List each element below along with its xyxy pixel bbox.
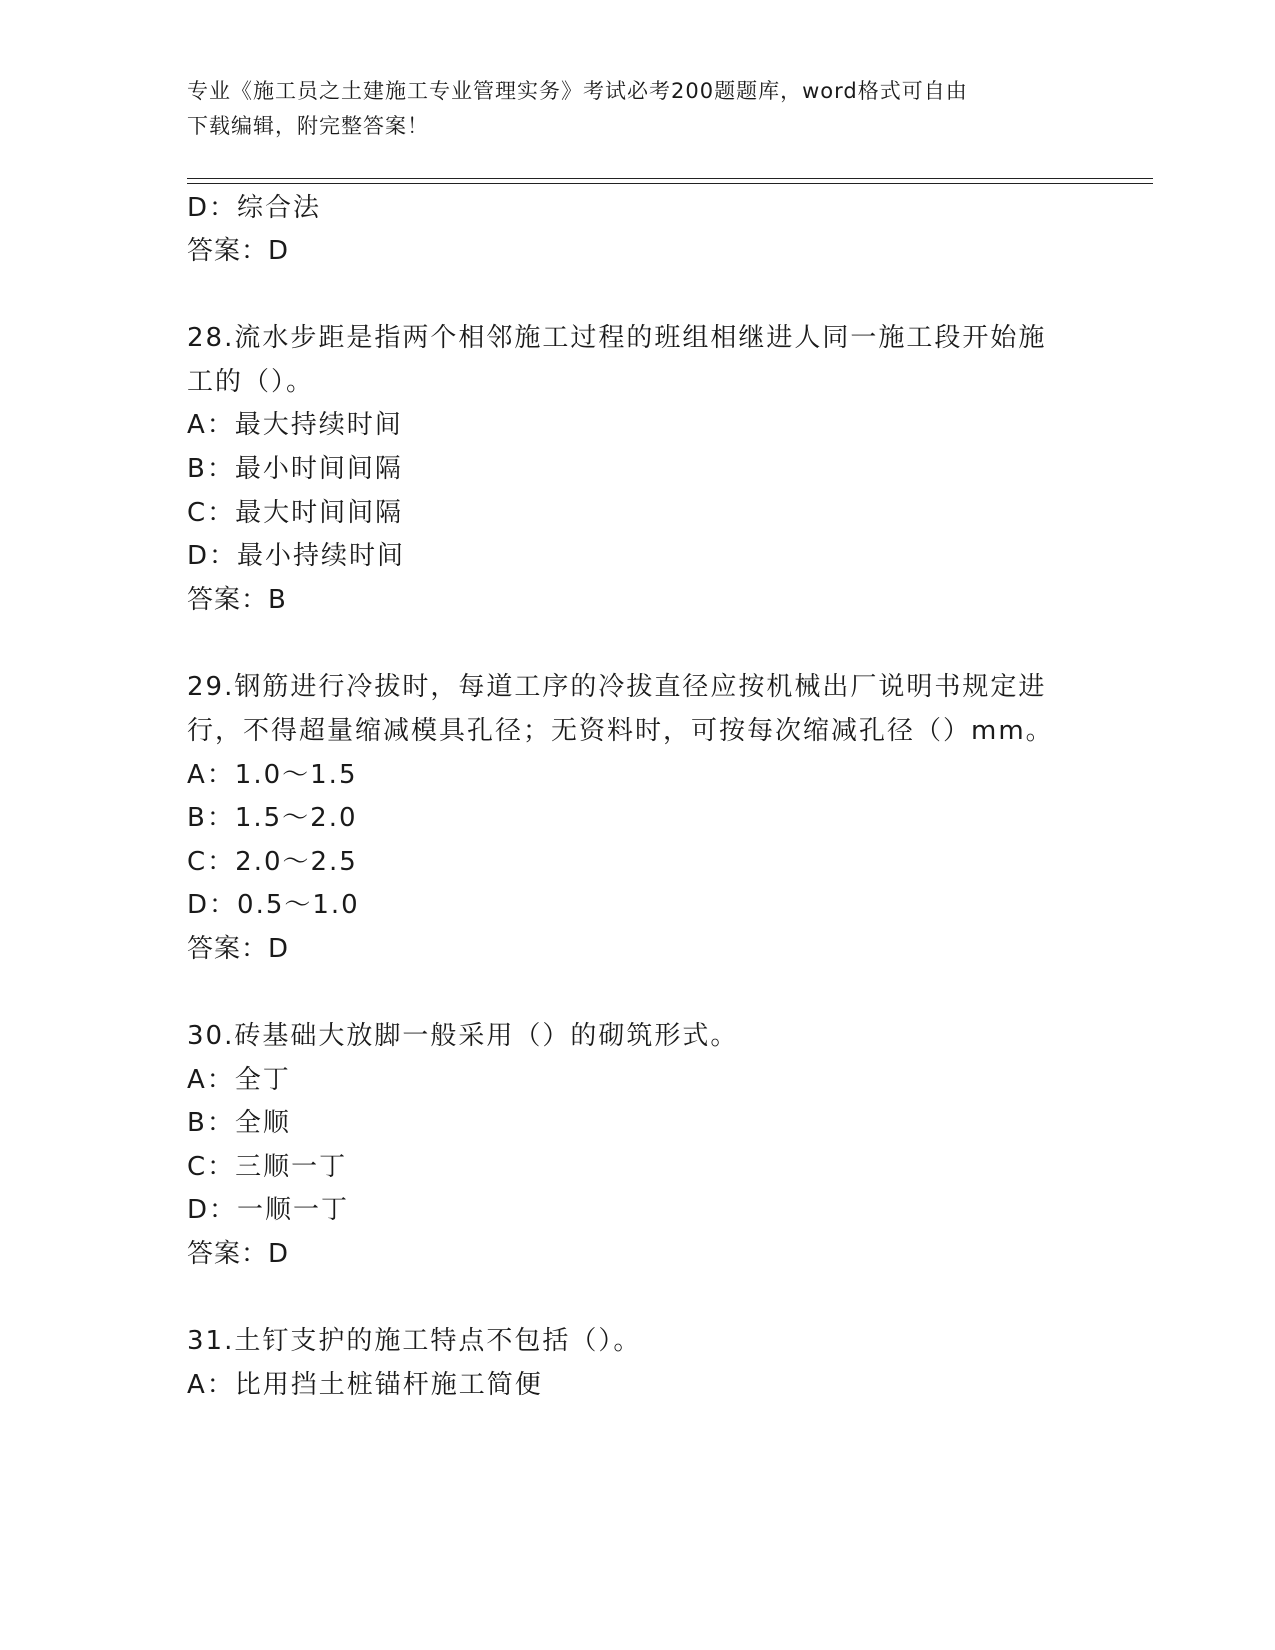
q30-answer: 答案：D	[187, 1239, 290, 1269]
prev-answer: 答案：D	[187, 236, 290, 266]
q28-option-d: D：最小持续时间	[187, 541, 406, 571]
q28-stem-line-2: 工的（）。	[187, 367, 315, 397]
q30-option-d: D：一顺一丁	[187, 1195, 350, 1225]
q31-stem-line-1: 31.土钉支护的施工特点不包括（）。	[187, 1326, 642, 1356]
q29-option-a: A：1.0～1.5	[187, 760, 358, 790]
document-header	[187, 74, 1087, 144]
header-divider-bottom	[187, 183, 1153, 184]
q31-option-a: A：比用挡土桩锚杆施工简便	[187, 1370, 543, 1400]
q29-stem-line-1: 29.钢筋进行冷拔时，每道工序的冷拔直径应按机械出厂说明书规定进	[187, 672, 1047, 702]
header-line-1: 专业《施工员之土建施工专业管理实务》考试必考200题题库，word格式可自由	[187, 79, 968, 103]
q29-option-c: C：2.0～2.5	[187, 847, 358, 877]
q28-stem-line-1: 28.流水步距是指两个相邻施工过程的班组相继进人同一施工段开始施	[187, 323, 1047, 353]
q29-stem-line-2: 行，不得超量缩减模具孔径；无资料时，可按每次缩减孔径（）mm。	[187, 716, 1054, 746]
q28-option-a: A：最大持续时间	[187, 410, 403, 440]
header-divider-top	[187, 178, 1153, 179]
header-line-2: 下载编辑，附完整答案！	[187, 114, 429, 138]
q30-option-c: C：三顺一丁	[187, 1152, 348, 1182]
q29-answer: 答案：D	[187, 934, 290, 964]
q30-option-b: B：全顺	[187, 1108, 291, 1138]
q30-stem-line-1: 30.砖基础大放脚一般采用（）的砌筑形式。	[187, 1021, 739, 1051]
prev-option-d: D：综合法	[187, 193, 322, 223]
q28-option-c: C：最大时间间隔	[187, 498, 404, 528]
q28-answer: 答案：B	[187, 585, 287, 615]
q30-option-a: A：全丁	[187, 1065, 291, 1095]
q29-option-b: B：1.5～2.0	[187, 803, 358, 833]
q28-option-b: B：最小时间间隔	[187, 454, 403, 484]
q29-option-d: D：0.5～1.0	[187, 890, 360, 920]
